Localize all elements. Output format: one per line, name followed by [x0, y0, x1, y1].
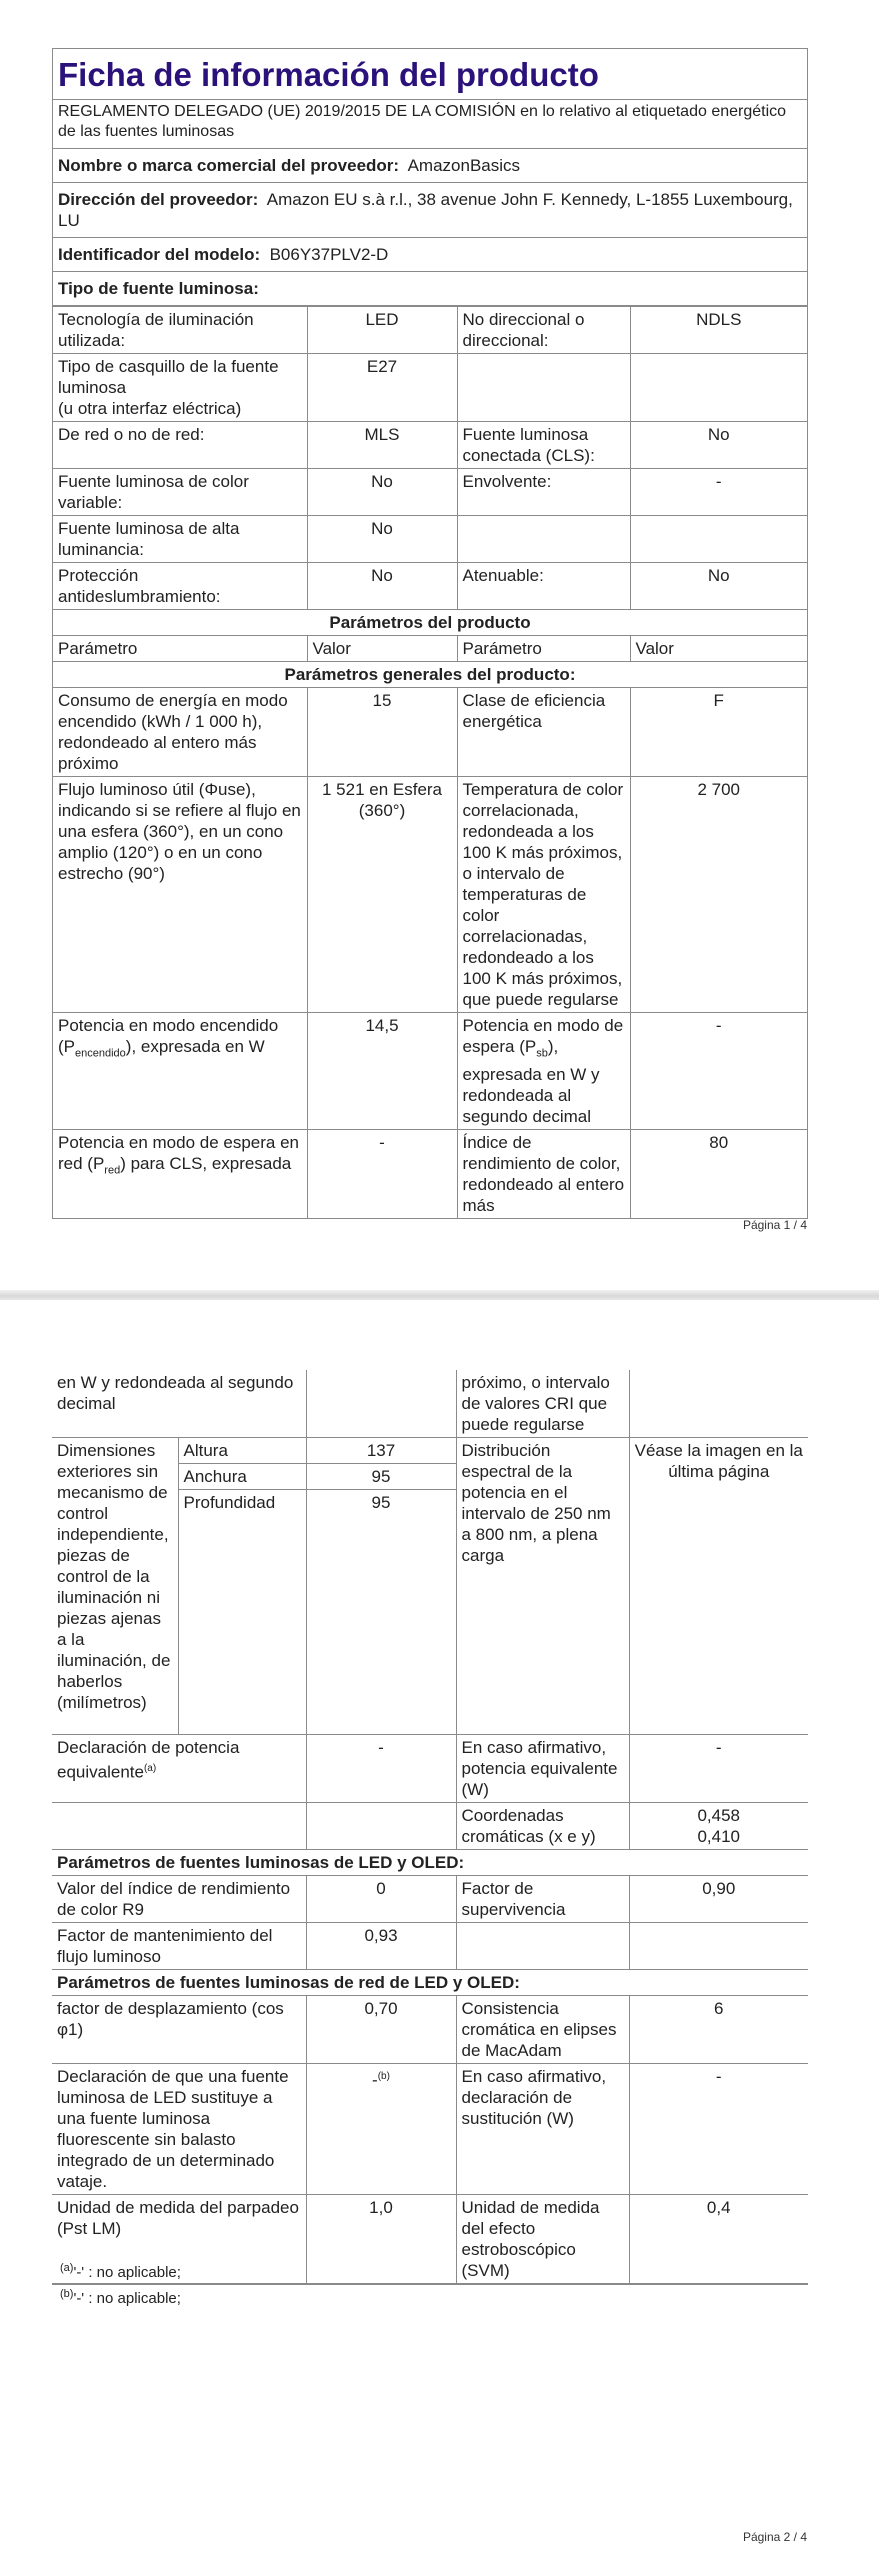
- footnote-b-marker: (b): [60, 2288, 74, 2300]
- high-luminance-value: No: [307, 516, 457, 563]
- efficiency-value: F: [630, 688, 807, 777]
- color-tunable-label: Fuente luminosa de color variable:: [53, 469, 307, 516]
- footnote-a-mark: (a): [143, 1763, 157, 1774]
- on-power-value: 14,5: [307, 1013, 457, 1130]
- empty-cell: [306, 1370, 456, 1438]
- net-standby-label-continued: en W y redondeada al segundo decimal: [52, 1370, 306, 1438]
- net-standby-subscript: red: [104, 1164, 121, 1177]
- anti-glare-label: Protección antideslumbramiento:: [53, 563, 307, 610]
- light-type-table: [53, 306, 807, 1218]
- on-power-label: [53, 1013, 307, 1130]
- equivalent-power-value: -: [306, 1735, 456, 1803]
- footnote-b-text: '-' : no aplicable;: [73, 2290, 181, 2307]
- cls-label: Fuente luminosa conectada (CLS):: [457, 422, 630, 469]
- cct-value: 2 700: [630, 777, 807, 1013]
- on-power-subscript: encendido: [75, 1047, 126, 1060]
- footnote-a-text: '-' : no aplicable;: [73, 2264, 181, 2281]
- flux-label: Flujo luminoso útil (Φuse), indicando si se refiere al flujo en una esfera (360°), en un cono amplio (120°) o en un cono estrecho (90°): [53, 777, 307, 1013]
- standby-value: -: [630, 1013, 807, 1130]
- dimmable-label: Atenuable:: [457, 563, 630, 610]
- energy-value: 15: [307, 688, 457, 777]
- led-params-heading: Parámetros de fuentes luminosas de LED y OLED:: [52, 1850, 808, 1876]
- supplier-address-value: Amazon EU s.à r.l., 38 avenue John F. Kennedy, L-1855 Luxembourg, LU: [58, 190, 793, 230]
- depth-value: 95: [306, 1490, 456, 1735]
- cri-label-continued: próximo, o intervalo de valores CRI que puede regularse: [456, 1370, 629, 1438]
- cap-label: [53, 354, 307, 422]
- on-power-label-text-2: ), expresada en W: [125, 1037, 265, 1056]
- product-info-sheet: [52, 48, 808, 1219]
- mains-value: MLS: [307, 422, 457, 469]
- flux-value: 1 521 en Esfera (360°): [307, 777, 457, 1013]
- supplier-address-row: [53, 183, 807, 238]
- net-standby-label: [53, 1130, 307, 1219]
- cap-label-text: Tipo de casquillo de la fuente luminosa: [58, 357, 279, 397]
- col-param-header: Parámetro: [53, 636, 307, 662]
- on-power-label-text: Potencia en modo encendido (P: [58, 1016, 279, 1056]
- col-value-header-2: Valor: [630, 636, 807, 662]
- r9-label: Valor del índice de rendimiento de color R9: [52, 1876, 306, 1923]
- chromaticity-x: 0,458: [697, 1806, 741, 1825]
- empty-cell: [52, 1803, 306, 1850]
- empty-cell: [457, 516, 630, 563]
- svm-value: 0,4: [629, 2195, 808, 2284]
- r9-value: 0: [306, 1876, 456, 1923]
- empty-cell: [629, 1923, 808, 1970]
- flicker-value: 1,0: [306, 2195, 456, 2284]
- consistency-label: Consistencia cromática en elipses de MacAdam: [456, 1996, 629, 2064]
- col-value-header: Valor: [307, 636, 457, 662]
- standby-subscript: sb: [536, 1047, 548, 1060]
- color-tunable-value: No: [307, 469, 457, 516]
- spectral-label: Distribución espectral de la potencia en el intervalo de 250 nm a 800 nm, a plena carga: [456, 1438, 629, 1735]
- empty-cell: [457, 354, 630, 422]
- footnote-a-marker: (a): [60, 2262, 74, 2274]
- general-params-heading: Parámetros generales del producto:: [53, 662, 807, 688]
- cri-value: 80: [630, 1130, 807, 1219]
- equivalent-power-label-text: Declaración de potencia equivalente: [57, 1738, 240, 1782]
- spectral-value: Véase la imagen en la última página: [629, 1438, 808, 1735]
- cosphi-value: 0,70: [306, 1996, 456, 2064]
- replacement-w-value: -: [629, 2064, 808, 2195]
- mains-led-params-heading: Parámetros de fuentes luminosas de red de LED y OLED:: [52, 1970, 808, 1996]
- empty-cell: [630, 516, 807, 563]
- supplier-address-label: Dirección del proveedor:: [58, 190, 259, 209]
- dimmable-value: No: [630, 563, 807, 610]
- survival-label: Factor de supervivencia: [456, 1876, 629, 1923]
- height-label: Altura: [178, 1438, 306, 1464]
- maintenance-label: Factor de mantenimiento del flujo luminoso: [52, 1923, 306, 1970]
- net-standby-value: -: [307, 1130, 457, 1219]
- flicker-label: Unidad de medida del parpadeo (Pst LM): [52, 2195, 306, 2284]
- cap-label-text-2: (u otra interfaz eléctrica): [58, 399, 242, 418]
- supplier-name-row: [53, 149, 807, 183]
- model-id-value: B06Y37PLV2-D: [269, 245, 389, 264]
- supplier-name-label: Nombre o marca comercial del proveedor:: [58, 156, 400, 175]
- survival-value: 0,90: [629, 1876, 808, 1923]
- dimensions-label: Dimensiones exteriores sin mecanismo de control independiente, piezas de control de la iluminación ni piezas ajenas a la iluminación, de haberlos (milímetros): [52, 1438, 178, 1735]
- cap-value: E27: [307, 354, 457, 422]
- height-value: 137: [306, 1438, 456, 1464]
- replacement-label: Declaración de que una fuente luminosa de LED sustituye a una fuente luminosa fluorescente sin balasto integrado de un determinado vataje.: [52, 2064, 306, 2195]
- net-standby-label-text: Potencia en modo de espera en red (P: [58, 1133, 300, 1174]
- footnote-a: [60, 2258, 181, 2283]
- page-number-2: Página 2 / 4: [742, 2530, 807, 2544]
- cls-value: No: [630, 422, 807, 469]
- width-value: 95: [306, 1464, 456, 1490]
- supplier-name-value: AmazonBasics: [407, 156, 521, 175]
- chromaticity-label: Coordenadas cromáticas (x e y): [456, 1803, 629, 1850]
- directional-value: NDLS: [630, 307, 807, 354]
- product-info-sheet-continued: [52, 1370, 808, 2285]
- model-id-row: [53, 238, 807, 272]
- equivalent-power-w-value: -: [629, 1735, 808, 1803]
- envelope-label: Envolvente:: [457, 469, 630, 516]
- net-standby-label-text-2: ) para CLS, expresada: [120, 1154, 292, 1174]
- standby-label-text: Potencia en modo de espera (P: [462, 1016, 624, 1056]
- col-param-header-2: Parámetro: [457, 636, 630, 662]
- model-id-label: Identificador del modelo:: [58, 245, 261, 264]
- footnote-b-mark: (b): [377, 2071, 390, 2082]
- chromaticity-value: [629, 1803, 808, 1850]
- high-luminance-label: Fuente luminosa de alta luminancia:: [53, 516, 307, 563]
- standby-label: [457, 1013, 630, 1130]
- empty-cell: [456, 1923, 629, 1970]
- equivalent-power-w-label: En caso afirmativo, potencia equivalente (W): [456, 1735, 629, 1803]
- empty-cell: [306, 1803, 456, 1850]
- technology-value: LED: [307, 307, 457, 354]
- document-page-2: [0, 1300, 879, 2560]
- empty-cell: [630, 354, 807, 422]
- regulation-text: REGLAMENTO DELEGADO (UE) 2019/2015 DE LA COMISIÓN en lo relativo al etiquetado energético de las fuentes luminosas: [53, 100, 807, 149]
- header-table: [53, 49, 807, 306]
- cct-label: Temperatura de color correlacionada, redondeada a los 100 K más próximos, o intervalo de temperaturas de color correlacionadas, redondeado a los 100 K más próximos, que puede regularse: [457, 777, 630, 1013]
- empty-cell: [629, 1370, 808, 1438]
- page-title: Ficha de información del producto: [53, 49, 807, 100]
- anti-glare-value: No: [307, 563, 457, 610]
- page-number-1: Página 1 / 4: [742, 1218, 807, 1232]
- energy-label: Consumo de energía en modo encendido (kWh / 1 000 h), redondeado al entero más próximo: [53, 688, 307, 777]
- technology-label: Tecnología de iluminación utilizada:: [53, 307, 307, 354]
- replacement-value: [306, 2064, 456, 2195]
- replacement-value-text: -: [372, 2070, 378, 2090]
- product-params-heading: Parámetros del producto: [53, 610, 807, 636]
- envelope-value: -: [630, 469, 807, 516]
- width-label: Anchura: [178, 1464, 306, 1490]
- light-type-heading: Tipo de fuente luminosa:: [53, 272, 807, 306]
- footnote-b: [60, 2284, 181, 2309]
- equivalent-power-label: [52, 1735, 306, 1803]
- continued-table: [52, 1370, 808, 2284]
- replacement-w-label: En caso afirmativo, declaración de sustitución (W): [456, 2064, 629, 2195]
- cri-label: Índice de rendimiento de color, redondeado al entero más: [457, 1130, 630, 1219]
- cosphi-label: factor de desplazamiento (cos φ1): [52, 1996, 306, 2064]
- mains-label: De red o no de red:: [53, 422, 307, 469]
- chromaticity-y: 0,410: [697, 1827, 741, 1846]
- consistency-value: 6: [629, 1996, 808, 2064]
- depth-label: Profundidad: [178, 1490, 306, 1735]
- directional-label: No direccional o direccional:: [457, 307, 630, 354]
- standby-label-text-2: ), expresada en W y redondeada al segundo decimal: [462, 1037, 600, 1127]
- maintenance-value: 0,93: [306, 1923, 456, 1970]
- svm-label: Unidad de medida del efecto estroboscópico (SVM): [456, 2195, 629, 2284]
- efficiency-label: Clase de eficiencia energética: [457, 688, 630, 777]
